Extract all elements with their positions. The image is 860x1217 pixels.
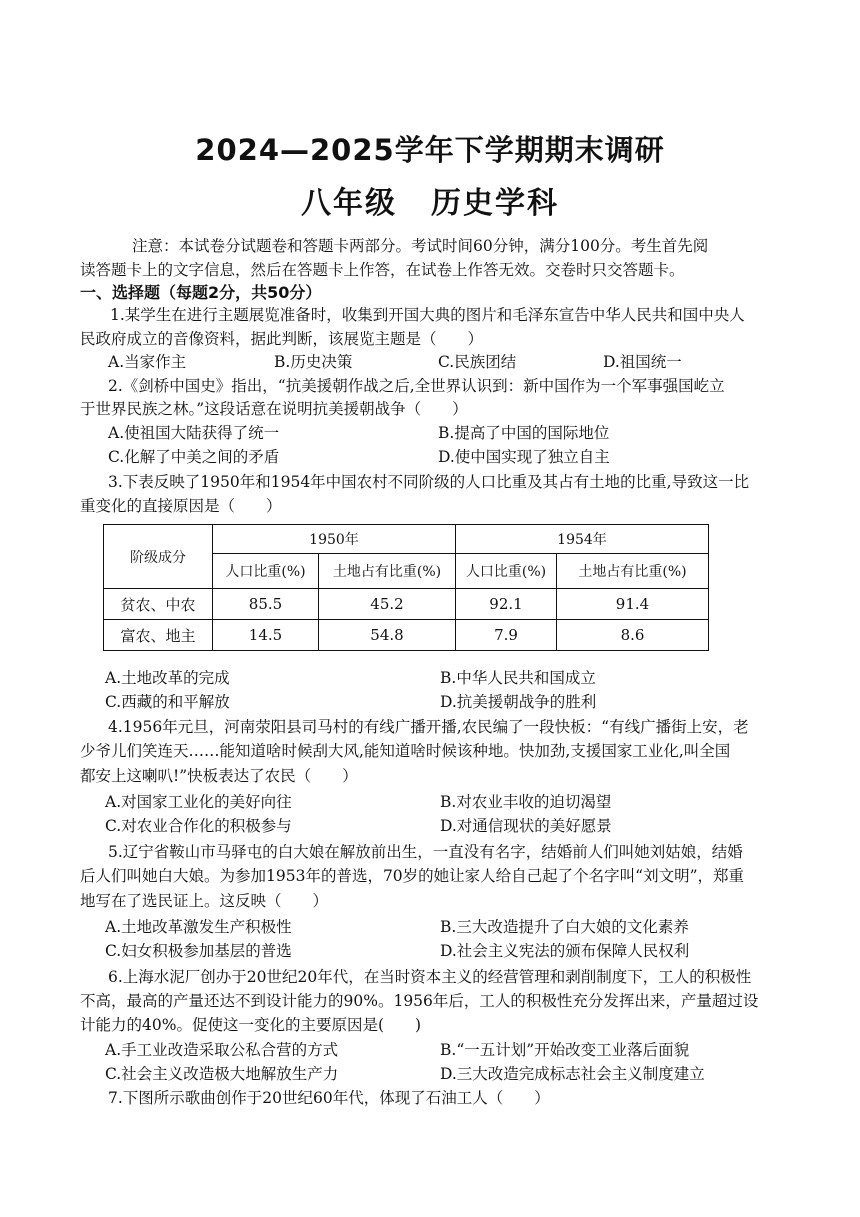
table-cell: 7.9 bbox=[456, 620, 557, 651]
table-subheader-pop-1950: 人口比重(%) bbox=[213, 554, 319, 589]
question-1-option-c: C.民族团结 bbox=[438, 353, 517, 371]
table-header-class: 阶级成分 bbox=[104, 525, 213, 589]
table-row-label: 富农、地主 bbox=[104, 620, 213, 651]
question-4-option-d: D.对通信现状的美好愿景 bbox=[440, 817, 612, 835]
question-2-stem-2: 于世界民族之林。”这段话意在说明抗美援朝战争（ ） bbox=[80, 400, 468, 418]
grade-label: 八年级 bbox=[301, 186, 397, 221]
table-header-1954: 1954年 bbox=[456, 525, 709, 554]
table-row-label: 贫农、中农 bbox=[104, 589, 213, 620]
question-3-stem-1: 3.下表反映了1950年和1954年中国农村不同阶级的人口比重及其占有土地的比重,导致这一比 bbox=[108, 473, 750, 491]
notice-line-2: 读答题卡上的文字信息，然后在答题卡上作答，在试卷上作答无效。交卷时只交答题卡。 bbox=[80, 261, 685, 279]
notice-line-1: 注意：本试卷分试题卷和答题卡两部分。考试时间60分钟，满分100分。考生首先阅 bbox=[132, 237, 709, 255]
question-6-stem-2: 不高，最高的产量还达不到设计能力的90%。1956年后，工人的积极性充分发挥出来，产量超过设 bbox=[80, 992, 759, 1010]
question-4-stem-1: 4.1956年元旦，河南荥阳县司马村的有线广播开播,农民编了一段快板：“有线广播街上安，老 bbox=[108, 718, 749, 736]
question-5-option-d: D.社会主义宪法的颁布保障人民权利 bbox=[440, 942, 690, 960]
land-ratio-table bbox=[103, 524, 709, 651]
question-1-option-d: D.祖国统一 bbox=[603, 353, 682, 371]
table-cell: 54.8 bbox=[319, 620, 456, 651]
question-6-option-a: A.手工业改造采取公私合营的方式 bbox=[105, 1041, 339, 1059]
question-3-option-c: C.西藏的和平解放 bbox=[105, 693, 230, 711]
table-cell: 91.4 bbox=[557, 589, 709, 620]
question-3-stem-2: 重变化的直接原因是（ ） bbox=[80, 497, 282, 515]
question-5-stem-2: 后人们叫她白大娘。为参加1953年的普选，70岁的她让家人给自己起了个名字叫“刘文明”，郑重 bbox=[80, 867, 745, 885]
question-2-option-b: B.提高了中国的国际地位 bbox=[438, 424, 610, 442]
table-row bbox=[104, 589, 709, 620]
question-1-stem-2: 民政府成立的音像资料，据此判断，该展览主题是（ ） bbox=[80, 330, 484, 348]
question-3-option-a: A.土地改革的完成 bbox=[105, 669, 230, 687]
question-5-stem-1: 5.辽宁省鞍山市马驿屯的白大娘在解放前出生，一直没有名字，结婚前人们叫她刘姑娘，结婚 bbox=[108, 843, 743, 861]
table-header-1950: 1950年 bbox=[213, 525, 456, 554]
question-3-option-d: D.抗美援朝战争的胜利 bbox=[440, 693, 597, 711]
question-6-option-d: D.三大改造完成标志社会主义制度建立 bbox=[440, 1065, 705, 1083]
question-7-stem-1: 7.下图所示歌曲创作于20世纪60年代，体现了石油工人（ ） bbox=[108, 1089, 550, 1107]
question-5-stem-3: 地写在了选民证上。这反映（ ） bbox=[80, 892, 329, 910]
question-4-stem-2: 少爷儿们笑连天……能知道啥时候刮大风,能知道啥时候该种地。快加劲,支援国家工业化,叫全国 bbox=[80, 742, 731, 760]
section-heading: 一、选择题（每题2分，共50分） bbox=[80, 283, 322, 302]
table-subheader-pop-1954: 人口比重(%) bbox=[456, 554, 557, 589]
table-row bbox=[104, 620, 709, 651]
question-5-option-b: B.三大改造提升了白大娘的文化素养 bbox=[440, 918, 689, 936]
question-3-option-b: B.中华人民共和国成立 bbox=[440, 669, 596, 687]
exam-subtitle bbox=[0, 178, 860, 222]
question-6-stem-1: 6.上海水泥厂创办于20世纪20年代，在当时资本主义的经营管理和剥削制度下，工人的积极性 bbox=[108, 968, 752, 986]
table-cell: 8.6 bbox=[557, 620, 709, 651]
table-cell: 14.5 bbox=[213, 620, 319, 651]
question-1-option-b: B.历史决策 bbox=[274, 353, 353, 371]
question-6-option-c: C.社会主义改造极大地解放生产力 bbox=[105, 1065, 339, 1083]
question-5-option-c: C.妇女积极参加基层的普选 bbox=[105, 942, 292, 960]
table-cell: 85.5 bbox=[213, 589, 319, 620]
subject-label: 历史学科 bbox=[431, 186, 559, 221]
question-2-stem-1: 2.《剑桥中国史》指出，“抗美援朝作战之后,全世界认识到：新中国作为一个军事强国屹立 bbox=[108, 377, 725, 395]
question-4-option-a: A.对国家工业化的美好向往 bbox=[105, 793, 292, 811]
question-6-stem-3: 计能力的40%。促使这一变化的主要原因是( ) bbox=[80, 1016, 422, 1034]
table-cell: 45.2 bbox=[319, 589, 456, 620]
question-2-option-d: D.使中国实现了独立自主 bbox=[438, 448, 610, 466]
table-cell: 92.1 bbox=[456, 589, 557, 620]
table-subheader-land-1954: 土地占有比重(%) bbox=[557, 554, 709, 589]
question-4-option-b: B.对农业丰收的迫切渴望 bbox=[440, 793, 612, 811]
question-6-option-b: B.“一五计划”开始改变工业落后面貌 bbox=[440, 1041, 690, 1059]
question-1-stem-1: 1.某学生在进行主题展览准备时，收集到开国大典的图片和毛泽东宣告中华人民共和国中央人 bbox=[110, 306, 745, 324]
question-5-option-a: A.土地改革激发生产积极性 bbox=[105, 918, 292, 936]
question-2-option-c: C.化解了中美之间的矛盾 bbox=[108, 448, 280, 466]
question-1-option-a: A.当家作主 bbox=[108, 353, 187, 371]
exam-title: 2024—2025学年下学期期末调研 bbox=[195, 133, 665, 167]
question-4-option-c: C.对农业合作化的积极参与 bbox=[105, 817, 292, 835]
question-2-option-a: A.使祖国大陆获得了统一 bbox=[108, 424, 280, 442]
question-4-stem-3: 都安上这喇叭!”快板表达了农民（ ） bbox=[80, 767, 358, 785]
table-subheader-land-1950: 土地占有比重(%) bbox=[319, 554, 456, 589]
